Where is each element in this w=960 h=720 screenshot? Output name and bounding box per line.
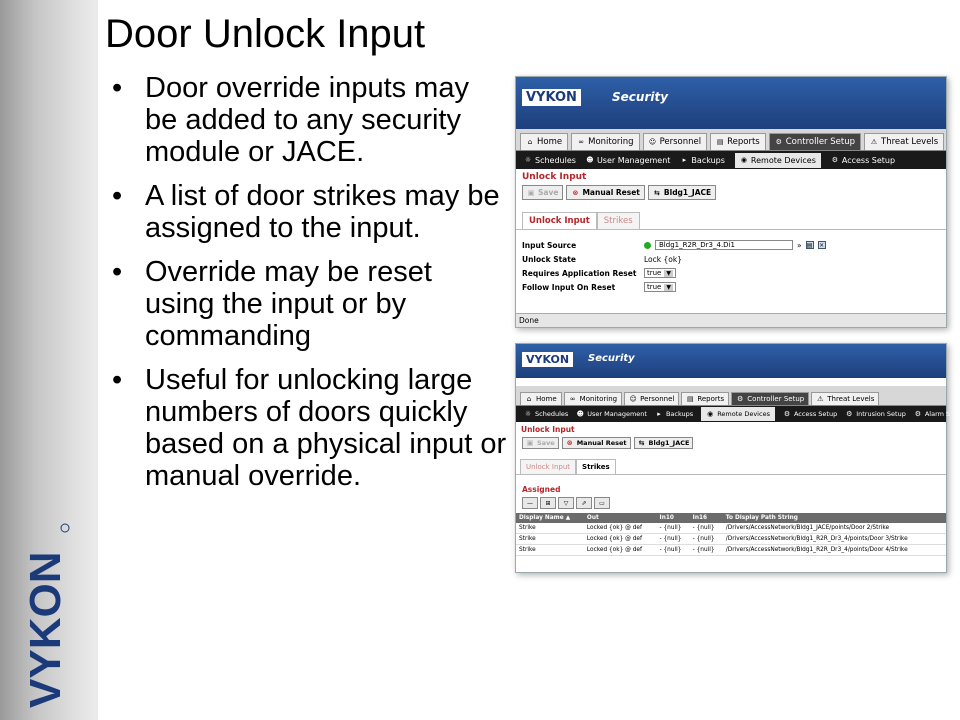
table-cell: /Drivers/AccessNetwork/Bldg1_R2R_Dr3_4/points/Door 3/Strike (723, 534, 946, 545)
tab-controller-setup[interactable]: ⚙ Controller Setup (731, 392, 809, 405)
grid-toolbar (516, 497, 946, 513)
subnav-backups[interactable]: ▸ Backups (655, 410, 693, 418)
chevron-down-icon: ▼ (666, 283, 671, 291)
sort-ascending-icon: ▲ (565, 515, 571, 521)
people-icon: ☺ (629, 395, 637, 403)
app-banner (516, 77, 946, 129)
subnav-remote-devices[interactable]: ◉ Remote Devices (735, 153, 821, 168)
bullet-item: • Override may be reset using the input or by commanding (112, 256, 507, 352)
warning-icon: ⚠ (817, 395, 824, 403)
app-title: Security (588, 353, 635, 364)
tab-unlock-input[interactable]: Unlock Input (520, 459, 576, 474)
report-icon: ▤ (716, 138, 724, 146)
vykon-vertical-logo (18, 520, 78, 710)
backup-icon: ▸ (657, 410, 661, 418)
main-tabs (516, 386, 946, 406)
sub-nav (516, 151, 946, 169)
tab-strikes[interactable]: Strikes (576, 459, 616, 474)
table-cell: Strike (516, 545, 584, 556)
strikes-table (516, 513, 946, 556)
unlock-state-label: Unlock State (522, 254, 576, 264)
stop-icon: ⊗ (566, 439, 573, 447)
table-cell: /Drivers/AccessNetwork/Bldg1_R2R_Dr3_4/points/Door 4/Strike (723, 545, 946, 556)
close-icon[interactable]: × (819, 242, 825, 249)
vykon-logo: VYKON (522, 89, 581, 106)
tab-strikes[interactable]: Strikes (597, 212, 640, 229)
user-icon: ☻ (586, 156, 594, 164)
table-cell: - {null} (657, 534, 690, 545)
tab-personnel[interactable]: ☺ Personnel (624, 392, 679, 405)
bullet-item: • A list of door strikes may be assigned to the input. (112, 180, 507, 244)
schedule-icon: ☼ (524, 156, 532, 164)
link-icon: ⇆ (653, 188, 660, 197)
sub-nav (516, 406, 951, 422)
subnav-schedules[interactable]: ☼ Schedules (524, 155, 576, 165)
tab-reports[interactable]: ▤ Reports (681, 392, 729, 405)
subnav-intrusion-setup[interactable]: ⚙ Intrusion Setup (846, 410, 906, 418)
home-icon: ⌂ (527, 138, 533, 146)
report-icon: ▤ (687, 395, 694, 403)
tab-reports[interactable]: ▤ Reports (710, 133, 766, 150)
subnav-user-management[interactable]: ☻ User Management (586, 155, 671, 165)
table-cell: - {null} (690, 534, 723, 545)
subnav-access-setup[interactable]: ⚙ Access Setup (831, 155, 896, 165)
gear-icon: ⚙ (914, 410, 921, 418)
property-row (522, 252, 940, 266)
tab-monitoring[interactable]: ∞ Monitoring (571, 133, 639, 150)
view-title: Unlock Input (522, 172, 587, 182)
input-source-label: Input Source (522, 240, 577, 250)
property-row (522, 266, 940, 280)
column-header[interactable]: Out (584, 513, 657, 523)
slide-title: Door Unlock Input (105, 12, 426, 56)
device-icon: ◉ (740, 156, 747, 164)
remove-icon[interactable]: — (522, 497, 538, 509)
table-cell: Locked {ok} @ def (584, 545, 657, 556)
save-icon: ▣ (527, 188, 535, 197)
subnav-backups[interactable]: ▸ Backups (680, 156, 725, 165)
assign-icon[interactable]: ⊞ (540, 497, 556, 509)
tab-controller-setup[interactable]: ⚙ Controller Setup (769, 133, 861, 150)
bullet-item: • Useful for unlocking large numbers of doors quickly based on a physical input or manual override. (112, 364, 507, 492)
backup-icon: ▸ (682, 156, 687, 164)
warning-icon: ⚠ (870, 138, 878, 146)
content-tabs (516, 204, 946, 230)
column-header[interactable]: In10 (657, 513, 690, 523)
property-row (522, 280, 940, 294)
tab-home[interactable]: ⌂ Home (520, 133, 568, 150)
home-icon: ⌂ (526, 395, 532, 403)
subnav-remote-devices[interactable]: ◉ Remote Devices (701, 407, 775, 421)
chevron-right-icon[interactable]: » (797, 240, 802, 250)
subnav-access-setup[interactable]: ⚙ Access Setup (783, 410, 838, 418)
schedule-icon: ☼ (524, 410, 532, 418)
toolbar (516, 184, 946, 204)
vykon-logo: VYKON (522, 352, 573, 367)
edit-icon[interactable]: ▤ (806, 242, 813, 249)
device-icon: ◉ (707, 410, 714, 418)
bullet-list (112, 72, 507, 504)
column-header[interactable]: In16 (690, 513, 723, 523)
table-cell: - {null} (690, 545, 723, 556)
user-icon: ☻ (576, 410, 584, 418)
follow-input-select[interactable]: true ▼ (644, 282, 676, 292)
follow-input-label: Follow Input On Reset (522, 282, 616, 292)
chevron-down-icon: ▼ (666, 269, 671, 277)
input-source-field[interactable]: Bldg1_R2R_Dr3_4.Di1 (655, 240, 793, 250)
export-icon[interactable]: ⇗ (576, 497, 592, 509)
save-button[interactable]: ▣ Save (522, 185, 563, 200)
gear-icon: ⚙ (783, 410, 791, 418)
jace-button[interactable]: ⇆ Bldg1_JACE (634, 437, 694, 449)
bullet-item: • Door override inputs may be added to any security module or JACE. (112, 72, 507, 168)
table-cell: Locked {ok} @ def (584, 534, 657, 545)
tab-threat-levels[interactable]: ⚠ Threat Levels (864, 133, 944, 150)
table-cell: - {null} (657, 545, 690, 556)
property-sheet (516, 230, 946, 302)
manual-reset-button[interactable]: ⊗ Manual Reset (566, 185, 644, 200)
table-options-icon[interactable]: ▭ (594, 497, 610, 509)
jace-button[interactable]: ⇆ Bldg1_JACE (648, 185, 716, 200)
requires-reset-label: Requires Application Reset (522, 268, 637, 278)
requires-reset-select[interactable]: true ▼ (644, 268, 676, 278)
gear-icon: ⚙ (775, 138, 782, 146)
table-row[interactable] (516, 545, 946, 556)
app-banner (516, 344, 946, 378)
toolbar (516, 436, 946, 453)
subnav-schedules[interactable]: ☼ Schedules (524, 410, 569, 418)
subnav-user-management[interactable]: ☻ User Management (576, 410, 647, 418)
main-tabs (516, 129, 946, 151)
save-button[interactable]: ▣ Save (522, 437, 559, 449)
binoculars-icon: ∞ (569, 395, 576, 403)
status-ok-icon (644, 242, 651, 249)
table-cell: /Drivers/AccessNetwork/Bldg1_JACE/points/Door 2/Strike (723, 523, 946, 534)
stop-icon: ⊗ (572, 188, 579, 197)
tab-personnel[interactable]: ☺ Personnel (643, 133, 708, 150)
side-band (0, 0, 98, 720)
app-title: Security (612, 90, 669, 104)
table-cell: - {null} (657, 523, 690, 534)
gear-icon: ⚙ (831, 156, 838, 164)
people-icon: ☺ (648, 138, 657, 146)
save-icon: ▣ (526, 439, 534, 447)
manual-reset-button[interactable]: ⊗ Manual Reset (562, 437, 631, 449)
assigned-heading: Assigned (522, 485, 561, 494)
tab-threat-levels[interactable]: ⚠ Threat Levels (811, 392, 879, 405)
view-title: Unlock Input (521, 425, 575, 434)
table-header-row (516, 513, 946, 523)
tab-monitoring[interactable]: ∞ Monitoring (564, 392, 622, 405)
screenshot-strikes (515, 343, 951, 573)
subnav-alarm-setup[interactable]: ⚙ Alarm S (914, 410, 951, 418)
column-header[interactable]: To Display Path String (723, 513, 946, 523)
tab-unlock-input[interactable]: Unlock Input (522, 212, 597, 229)
screenshot-unlock-input (515, 76, 947, 328)
content-tabs (516, 453, 946, 475)
table-row[interactable] (516, 534, 946, 545)
filter-icon[interactable]: ▽ (558, 497, 574, 509)
column-header[interactable]: Display Name ▲ (516, 513, 584, 523)
vykon-vertical-logo-text: VYKON (21, 551, 70, 708)
table-row[interactable] (516, 523, 946, 534)
table-cell: Strike (516, 523, 584, 534)
property-row (522, 238, 940, 252)
gear-icon: ⚙ (737, 395, 744, 403)
table-cell: Locked {ok} @ def (584, 523, 657, 534)
link-icon: ⇆ (638, 439, 645, 447)
table-cell: Strike (516, 534, 584, 545)
table-cell: - {null} (690, 523, 723, 534)
binoculars-icon: ∞ (578, 138, 585, 146)
status-bar: Done (516, 313, 946, 327)
gear-icon: ⚙ (846, 410, 853, 418)
tab-home[interactable]: ⌂ Home (520, 392, 562, 405)
unlock-state-value: Lock {ok} (644, 254, 682, 264)
